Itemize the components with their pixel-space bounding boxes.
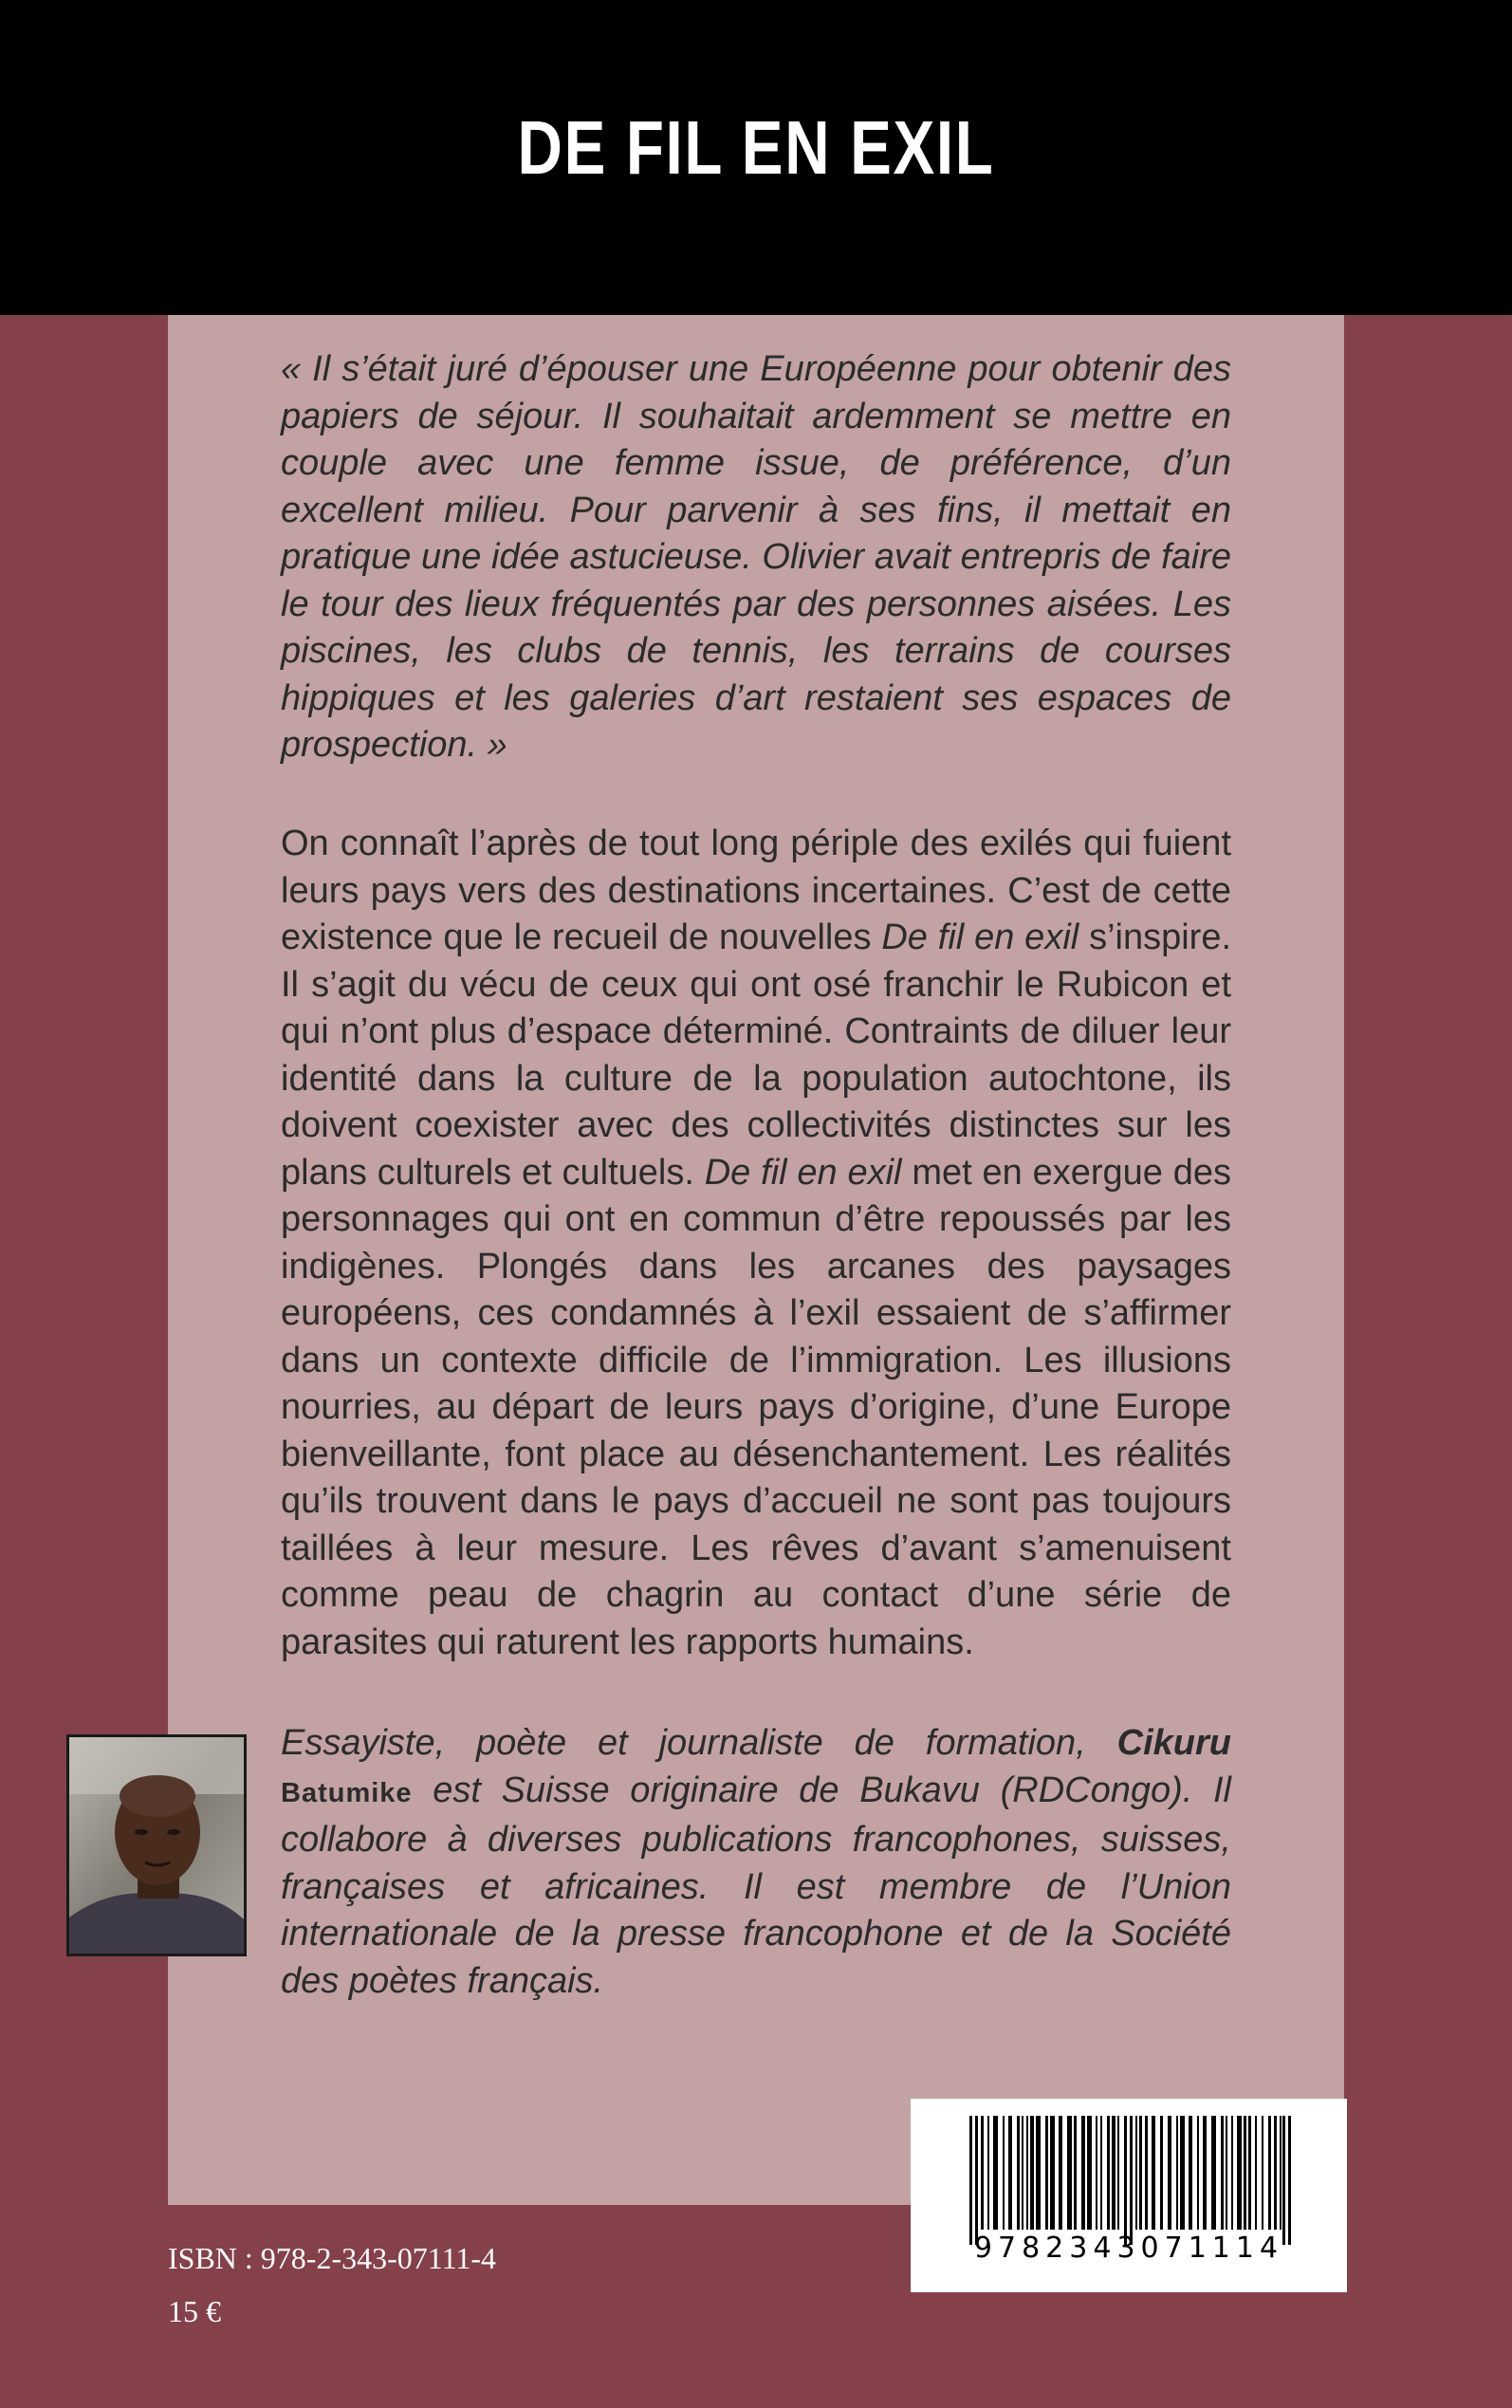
- barcode-bar: [1168, 2116, 1171, 2230]
- barcode-bar: [1221, 2116, 1224, 2230]
- barcode-bar: [1107, 2116, 1110, 2230]
- barcode: [911, 2099, 1347, 2292]
- barcode-bar: [1197, 2116, 1199, 2230]
- barcode-bar: [1067, 2116, 1072, 2230]
- barcode-bar: [1231, 2116, 1233, 2230]
- book-description: [281, 821, 1231, 1666]
- barcode-bar: [1262, 2116, 1263, 2230]
- bio-rest: est Suisse originaire de Bukavu (RDCongo). Il collabore à diverses publications francophones, suisses, françaises et africaines. Il est membre de l’Union internationale de la presse francophone et de la Société des poètes français.: [281, 1769, 1231, 2001]
- barcode-bar: [1017, 2116, 1020, 2230]
- barcode-bar: [1255, 2116, 1257, 2230]
- barcode-bar: [1045, 2116, 1048, 2230]
- barcode-bar: [1008, 2116, 1012, 2230]
- title-reference: De fil en exil: [704, 1152, 902, 1193]
- barcode-bar: [1059, 2116, 1062, 2230]
- barcode-bar: [993, 2116, 998, 2230]
- book-title: DE FIL EN EXIL: [517, 105, 995, 190]
- barcode-bar: [1248, 2116, 1251, 2230]
- barcode-bar: [1274, 2116, 1277, 2230]
- barcode-bar: [1135, 2116, 1137, 2230]
- barcode-bar: [1139, 2116, 1142, 2230]
- barcode-bar: [1145, 2116, 1148, 2230]
- barcode-bar: [1087, 2116, 1092, 2230]
- author-first-name: Cikuru: [1116, 1723, 1231, 1763]
- barcode-bar: [1160, 2116, 1163, 2230]
- barcode-bar: [1189, 2116, 1192, 2230]
- barcode-guard-bar: [1288, 2116, 1291, 2245]
- barcode-bar: [1176, 2116, 1178, 2230]
- author-photo: [66, 1734, 247, 1956]
- barcode-bar: [987, 2116, 989, 2230]
- barcode-bar: [1030, 2116, 1034, 2230]
- barcode-bar: [1180, 2116, 1185, 2230]
- barcode-number: 9782343071114: [973, 2232, 1284, 2265]
- barcode-bar: [1112, 2116, 1116, 2230]
- barcode-bar: [1022, 2116, 1023, 2230]
- barcode-bar: [1096, 2116, 1097, 2230]
- price: 15 €: [168, 2294, 221, 2328]
- isbn: ISBN : 978-2-343-07111-4: [168, 2241, 497, 2275]
- excerpt-quote: « Il s’était juré d’épouser une Européenne pour obtenir des papiers de séjour. Il souhaitait ardemment se mettre en couple avec une femme issue, de préférence, d’un excellent milieu. Pour parvenir à ses fins, il mettait en pratique une idée astucieuse. Olivier avait entrepris de faire le tour des lieux fréquentés par des personnes aisées. Les piscines, les clubs de tennis, les terrains de courses hippiques et les galeries d’art restaient ses espaces de prospection. »: [281, 349, 1231, 765]
- barcode-guard-bar: [969, 2116, 972, 2245]
- description-part-2: s’inspire. Il s’agit du vécu de ceux qui ont osé franchir le Rubicon et qui n’ont plus d’espace déterminé. Contraints de diluer leur identité dans la culture de la population autochtone, ils doivent coexister avec des collectivités distinctes sur les plans culturels et cultuels.: [281, 917, 1232, 1193]
- barcode-bar: [1152, 2116, 1155, 2230]
- barcode-guard-bar: [1282, 2116, 1285, 2245]
- barcode-bar: [1203, 2116, 1207, 2230]
- barcode-bar: [1003, 2116, 1005, 2230]
- title-reference: De fil en exil: [881, 917, 1079, 957]
- author-last-name: Batumike: [281, 1777, 413, 1808]
- author-bio: [281, 1720, 1231, 2005]
- barcode-bar: [1074, 2116, 1077, 2230]
- barcode-bar: [981, 2116, 984, 2230]
- description-part-1: On connaît l’après de tout long périple des exilés qui fuient leurs pays vers des destinations incertaines. C’est de cette existence que le recueil de nouvelles: [281, 824, 1231, 957]
- description-part-3: met en exergue des personnages qui ont en commun d’être repoussés par les indigènes. Plongés dans les arcanes des paysages européens, ces condamnés à l’exil essaient de s’affirmer dans un contexte difficile de l’immigration. Les illusions nourries, au départ de leurs pays d’origine, d’une Europe bienveillante, font place au désenchantement. Les réalités qu’ils trouvent dans le pays d’accueil ne sont pas toujours taillées à leur mesure. Les rêves d’avant s’amenuisent comme peau de chagrin au contact d’une série de parasites qui raturent les rapports humains.: [281, 1152, 1232, 1662]
- barcode-bar: [1100, 2116, 1102, 2230]
- barcode-guard-bar: [1124, 2116, 1127, 2245]
- barcode-bar: [1081, 2116, 1085, 2230]
- barcode-bar: [1036, 2116, 1041, 2230]
- barcode-guard-bar: [1130, 2116, 1133, 2245]
- barcode-bar: [1226, 2116, 1227, 2230]
- barcode-bar: [1268, 2116, 1271, 2230]
- barcode-bar: [1237, 2116, 1242, 2230]
- barcode-bar: [1280, 2116, 1282, 2230]
- barcode-bar: [1244, 2116, 1246, 2230]
- bio-intro: Essayiste, poète et journaliste de formation,: [281, 1723, 1117, 1763]
- barcode-bar: [1050, 2116, 1055, 2230]
- barcode-guard-bar: [975, 2116, 978, 2245]
- barcode-bar: [1211, 2116, 1216, 2230]
- barcode-bar: [1026, 2116, 1028, 2230]
- barcode-bar: [1117, 2116, 1119, 2230]
- author-portrait-image: [69, 1737, 244, 1954]
